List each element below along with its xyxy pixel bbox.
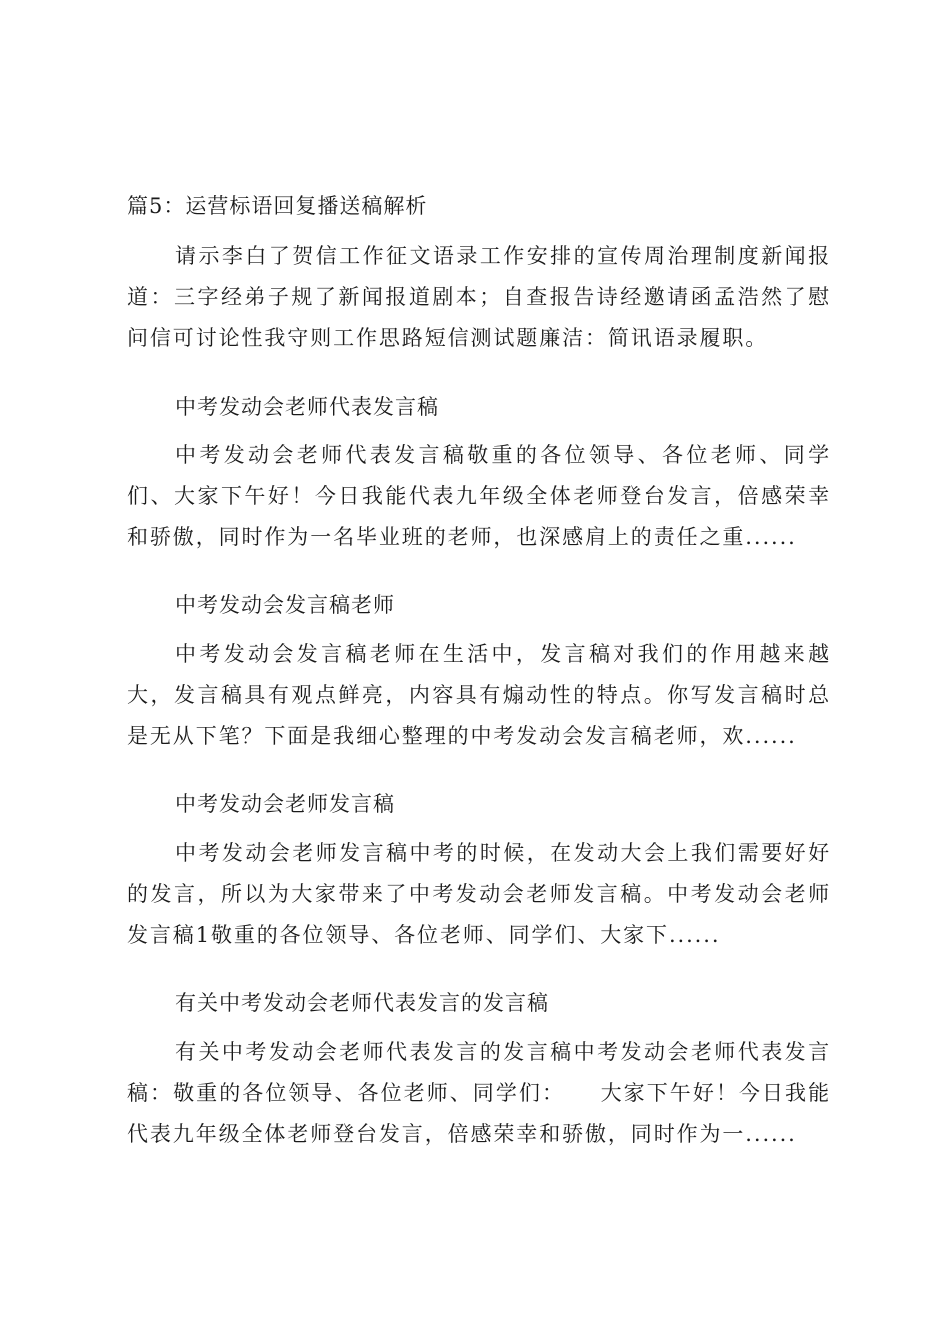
section-title-2: 中考发动会发言稿老师 (175, 593, 395, 617)
section-title-4: 有关中考发动会老师代表发言的发言稿 (175, 991, 549, 1015)
section-title-3: 中考发动会老师发言稿 (175, 792, 395, 816)
document-heading: 篇5：运营标语回复播送稿解析 (127, 194, 428, 218)
intro-paragraph: 请示李白了贺信工作征文语录工作安排的宣传周治理制度新闻报道：三字经弟子规了新闻报道剧本；自查报告诗经邀请函孟浩然了慰问信可讨论性我守则工作思路短信测试题廉洁：简讯语录履职。 (127, 244, 831, 350)
section-title-1: 中考发动会老师代表发言稿 (175, 395, 439, 419)
section-body-4: 有关中考发动会老师代表发言的发言稿中考发动会老师代表发言稿：敬重的各位领导、各位老师、同学们： 大家下午好！今日我能代表九年级全体老师登台发言，倍感荣幸和骄傲，同时作为一...... (127, 1040, 831, 1146)
section-body-2: 中考发动会发言稿老师在生活中，发言稿对我们的作用越来越大，发言稿具有观点鲜亮，内容具有煽动性的特点。你写发言稿时总是无从下笔？下面是我细心整理的中考发动会发言稿老师，欢...... (127, 642, 831, 748)
section-body-3: 中考发动会老师发言稿中考的时候，在发动大会上我们需要好好的发言，所以为大家带来了中考发动会老师发言稿。中考发动会老师发言稿1敬重的各位领导、各位老师、同学们、大家下...... (127, 841, 831, 947)
section-body-1: 中考发动会老师代表发言稿敬重的各位领导、各位老师、同学们、大家下午好！今日我能代表九年级全体老师登台发言，倍感荣幸和骄傲，同时作为一名毕业班的老师，也深感肩上的责任之重...... (127, 443, 831, 549)
